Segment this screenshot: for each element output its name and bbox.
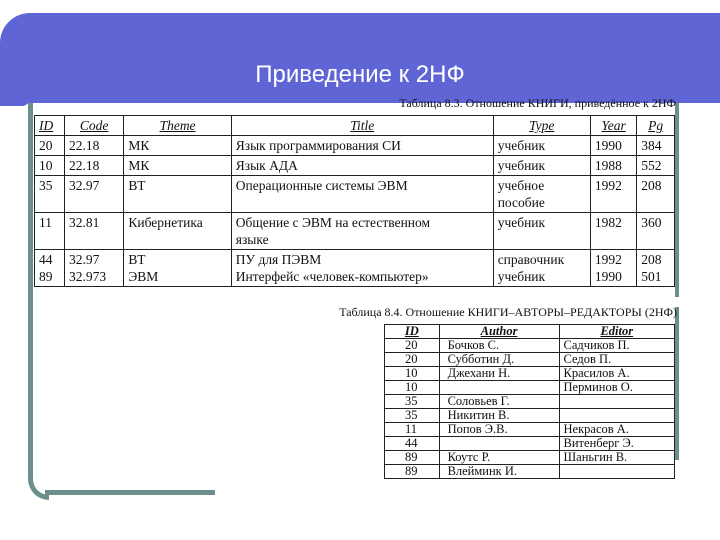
authors-editors-table-header-cell: Editor (559, 325, 674, 339)
books-table-cell: 44 89 (35, 250, 65, 287)
books-table-cell: 1990 (590, 136, 636, 156)
books-table-cell: 22.18 (64, 136, 123, 156)
books-table-row (35, 136, 675, 156)
slide-title: Приведение к 2НФ (255, 61, 465, 88)
authors-editors-table-cell: Попов Э.В. (439, 423, 559, 437)
authors-editors-table-row (385, 395, 675, 409)
authors-editors-table-cell: Субботин Д. (439, 353, 559, 367)
authors-editors-table-cell: 10 (385, 367, 440, 381)
books-table-cell: 32.81 (64, 213, 123, 250)
books-table-row (35, 250, 675, 287)
books-table-cell: ПУ для ПЭВМ Интерфейс «человек-компьютер» (231, 250, 493, 287)
authors-editors-table-cell (439, 381, 559, 395)
books-table-header-row (35, 116, 675, 136)
authors-editors-table-cell: 35 (385, 395, 440, 409)
books-table-header-cell: Title (231, 116, 493, 136)
authors-editors-table-cell: Шаньгин В. (559, 451, 674, 465)
books-table-row (35, 213, 675, 250)
books-table-cell: 10 (35, 156, 65, 176)
books-table-cell: Кибернетика (124, 213, 231, 250)
title-bar-stub (0, 96, 30, 106)
authors-editors-table-cell: Красилов А. (559, 367, 674, 381)
books-table-cell: Язык АДА (231, 156, 493, 176)
books-table-cell: 208 501 (637, 250, 675, 287)
authors-editors-table-cell: 10 (385, 381, 440, 395)
authors-editors-table-row (385, 367, 675, 381)
books-table-cell: учебник (493, 213, 590, 250)
authors-editors-table-cell: Коутс Р. (439, 451, 559, 465)
authors-editors-table-cell (439, 437, 559, 451)
books-table-cell: 22.18 (64, 156, 123, 176)
books-table-cell: 32.97 (64, 176, 123, 213)
authors-editors-table-row (385, 409, 675, 423)
authors-editors-table-row (385, 451, 675, 465)
authors-editors-table-cell: Седов П. (559, 353, 674, 367)
books-table-cell: 35 (35, 176, 65, 213)
books-table-cell: Операционные системы ЭВМ (231, 176, 493, 213)
books-table-cell: ВТ (124, 176, 231, 213)
books-table-cell: 1988 (590, 156, 636, 176)
authors-editors-table-cell: Витенберг Э. (559, 437, 674, 451)
authors-editors-table-cell: Джехани Н. (439, 367, 559, 381)
books-table-header-cell: Year (590, 116, 636, 136)
books-table-header-cell: Pg (637, 116, 675, 136)
authors-editors-table-cell (559, 409, 674, 423)
authors-editors-table-row (385, 381, 675, 395)
books-table-cell: Язык программирования СИ (231, 136, 493, 156)
books-table-cell: 208 (637, 176, 675, 213)
authors-editors-table-cell: Влейминк И. (439, 465, 559, 479)
books-table-cell: 552 (637, 156, 675, 176)
title-bar (0, 13, 720, 99)
table1-caption: Таблица 8.3. Отношение КНИГИ, приведённое к 2НФ (399, 96, 676, 110)
books-table (34, 115, 675, 287)
authors-editors-table (384, 324, 675, 479)
table2-caption: Таблица 8.4. Отношение КНИГИ–АВТОРЫ–РЕДАКТОРЫ (2НФ) (339, 305, 677, 319)
books-table-header-cell: Code (64, 116, 123, 136)
books-table-cell: 1992 1990 (590, 250, 636, 287)
authors-editors-table-cell: Никитин В. (439, 409, 559, 423)
books-table-cell: МК (124, 136, 231, 156)
books-table-header-cell: Type (493, 116, 590, 136)
authors-editors-table-cell (559, 465, 674, 479)
authors-editors-table-row (385, 423, 675, 437)
authors-editors-table-cell: 11 (385, 423, 440, 437)
books-table-cell: 384 (637, 136, 675, 156)
authors-editors-table-row (385, 339, 675, 353)
books-table-cell: 1982 (590, 213, 636, 250)
slide-frame-bottom (45, 490, 215, 495)
books-table-cell: ВТ ЭВМ (124, 250, 231, 287)
authors-editors-header-row (385, 325, 675, 339)
books-table-cell: учебное пособие (493, 176, 590, 213)
books-table-cell: 32.97 32.973 (64, 250, 123, 287)
books-table-cell: 20 (35, 136, 65, 156)
authors-editors-table-header-cell: Author (439, 325, 559, 339)
authors-editors-table-cell: 89 (385, 465, 440, 479)
books-table-row (35, 176, 675, 213)
books-table-header-cell: Theme (124, 116, 231, 136)
books-table-row (35, 156, 675, 176)
authors-editors-table-cell: Перминов О. (559, 381, 674, 395)
slide-frame-right (675, 100, 679, 460)
books-table-cell: учебник (493, 156, 590, 176)
authors-editors-table-cell: Соловьев Г. (439, 395, 559, 409)
books-table-cell: Общение с ЭВМ на естественном языке (231, 213, 493, 250)
books-table-cell: 1992 (590, 176, 636, 213)
books-table-cell: 11 (35, 213, 65, 250)
authors-editors-table-cell: 20 (385, 339, 440, 353)
books-table-cell: справочник учебник (493, 250, 590, 287)
books-table-header-cell: ID (35, 116, 65, 136)
books-table-cell: учебник (493, 136, 590, 156)
authors-editors-table-header-cell: ID (385, 325, 440, 339)
authors-editors-table-cell: Некрасов А. (559, 423, 674, 437)
books-table-cell: МК (124, 156, 231, 176)
authors-editors-table-row (385, 437, 675, 451)
authors-editors-table-cell: 35 (385, 409, 440, 423)
authors-editors-table-cell: Бочков С. (439, 339, 559, 353)
authors-editors-table-row (385, 465, 675, 479)
books-table-cell: 360 (637, 213, 675, 250)
authors-editors-table-cell (559, 395, 674, 409)
authors-editors-table-row (385, 353, 675, 367)
authors-editors-table-cell: 20 (385, 353, 440, 367)
authors-editors-table-cell: Садчиков П. (559, 339, 674, 353)
authors-editors-table-cell: 89 (385, 451, 440, 465)
authors-editors-table-cell: 44 (385, 437, 440, 451)
